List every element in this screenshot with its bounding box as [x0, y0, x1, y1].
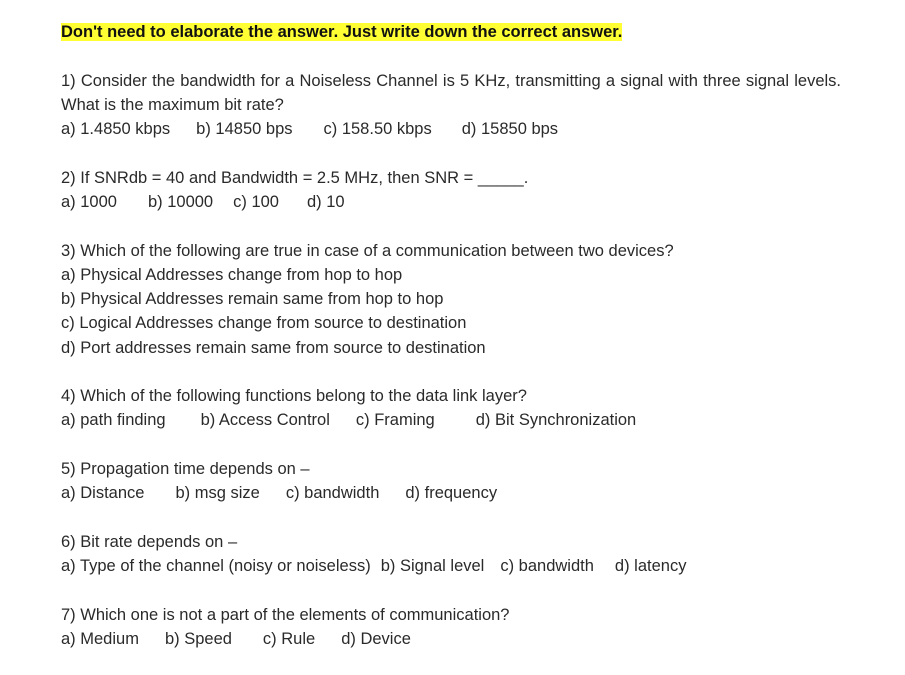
question-7 [61, 603, 841, 651]
option-b: b) Access Control [200, 411, 330, 430]
spacer [61, 506, 841, 531]
option-b: b) 14850 bps [196, 120, 293, 139]
option-a: a) Physical Addresses change from hop to hop [61, 265, 403, 284]
option-d: d) latency [614, 557, 687, 576]
option-c: c) 100 [233, 193, 279, 212]
option-c: c) bandwidth [285, 484, 380, 503]
option-b: b) msg size [175, 484, 260, 503]
option-a: a) Type of the channel (noisy or noiseless) [61, 557, 371, 576]
option-c: c) Logical Addresses change from source to destination [61, 314, 467, 333]
spacer [61, 44, 841, 69]
options-row [61, 408, 841, 432]
option-a: a) 1000 [61, 193, 117, 212]
question-6 [61, 530, 841, 578]
option-c: c) Framing [355, 411, 435, 430]
question-4 [61, 384, 841, 432]
question-text: 7) Which one is not a part of the elements of communication? [61, 605, 510, 624]
option-c: c) Rule [262, 630, 316, 649]
options-row [61, 627, 841, 651]
document-body [61, 20, 841, 651]
question-text: 5) Propagation time depends on – [61, 460, 310, 479]
question-text: 1) Consider the bandwidth for a Noiseless Channel is 5 KHz, transmitting a signal with three signal levels. What is the maximum bit rate? [61, 71, 841, 114]
spacer [61, 433, 841, 458]
question-1 [61, 69, 841, 142]
question-text: 3) Which of the following are true in case of a communication between two devices? [61, 241, 674, 260]
option-d: d) frequency [405, 484, 498, 503]
option-b: b) Speed [164, 630, 232, 649]
option-a: a) Distance [61, 484, 145, 503]
options-row [61, 117, 841, 141]
option-d: d) Port addresses remain same from source to destination [61, 338, 486, 357]
spacer [61, 214, 841, 239]
option-d: d) 15850 bps [461, 120, 559, 139]
question-2 [61, 166, 841, 214]
spacer [61, 578, 841, 603]
question-3 [61, 239, 841, 360]
instruction-line [61, 20, 841, 44]
options-row [61, 190, 841, 214]
question-text: 2) If SNRdb = 40 and Bandwidth = 2.5 MHz, then SNR = _____. [61, 168, 529, 187]
question-5 [61, 457, 841, 505]
option-b: b) Signal level [380, 557, 485, 576]
option-d: d) Bit Synchronization [475, 411, 637, 430]
option-d: d) Device [341, 630, 411, 649]
options-row [61, 481, 841, 505]
option-a: a) Medium [61, 630, 139, 649]
option-a: a) path finding [61, 411, 166, 430]
question-text: 4) Which of the following functions belong to the data link layer? [61, 387, 527, 406]
option-b: b) Physical Addresses remain same from hop to hop [61, 290, 444, 309]
option-c: c) bandwidth [500, 557, 594, 576]
highlighted-instruction: Don't need to elaborate the answer. Just write down the correct answer. [61, 23, 623, 41]
option-b: b) 10000 [147, 193, 214, 212]
spacer [61, 360, 841, 385]
option-d: d) 10 [306, 193, 345, 212]
options-row [61, 554, 841, 578]
option-c: c) 158.50 kbps [323, 120, 432, 139]
option-a: a) 1.4850 kbps [61, 120, 171, 139]
question-text: 6) Bit rate depends on – [61, 533, 238, 552]
spacer [61, 141, 841, 166]
